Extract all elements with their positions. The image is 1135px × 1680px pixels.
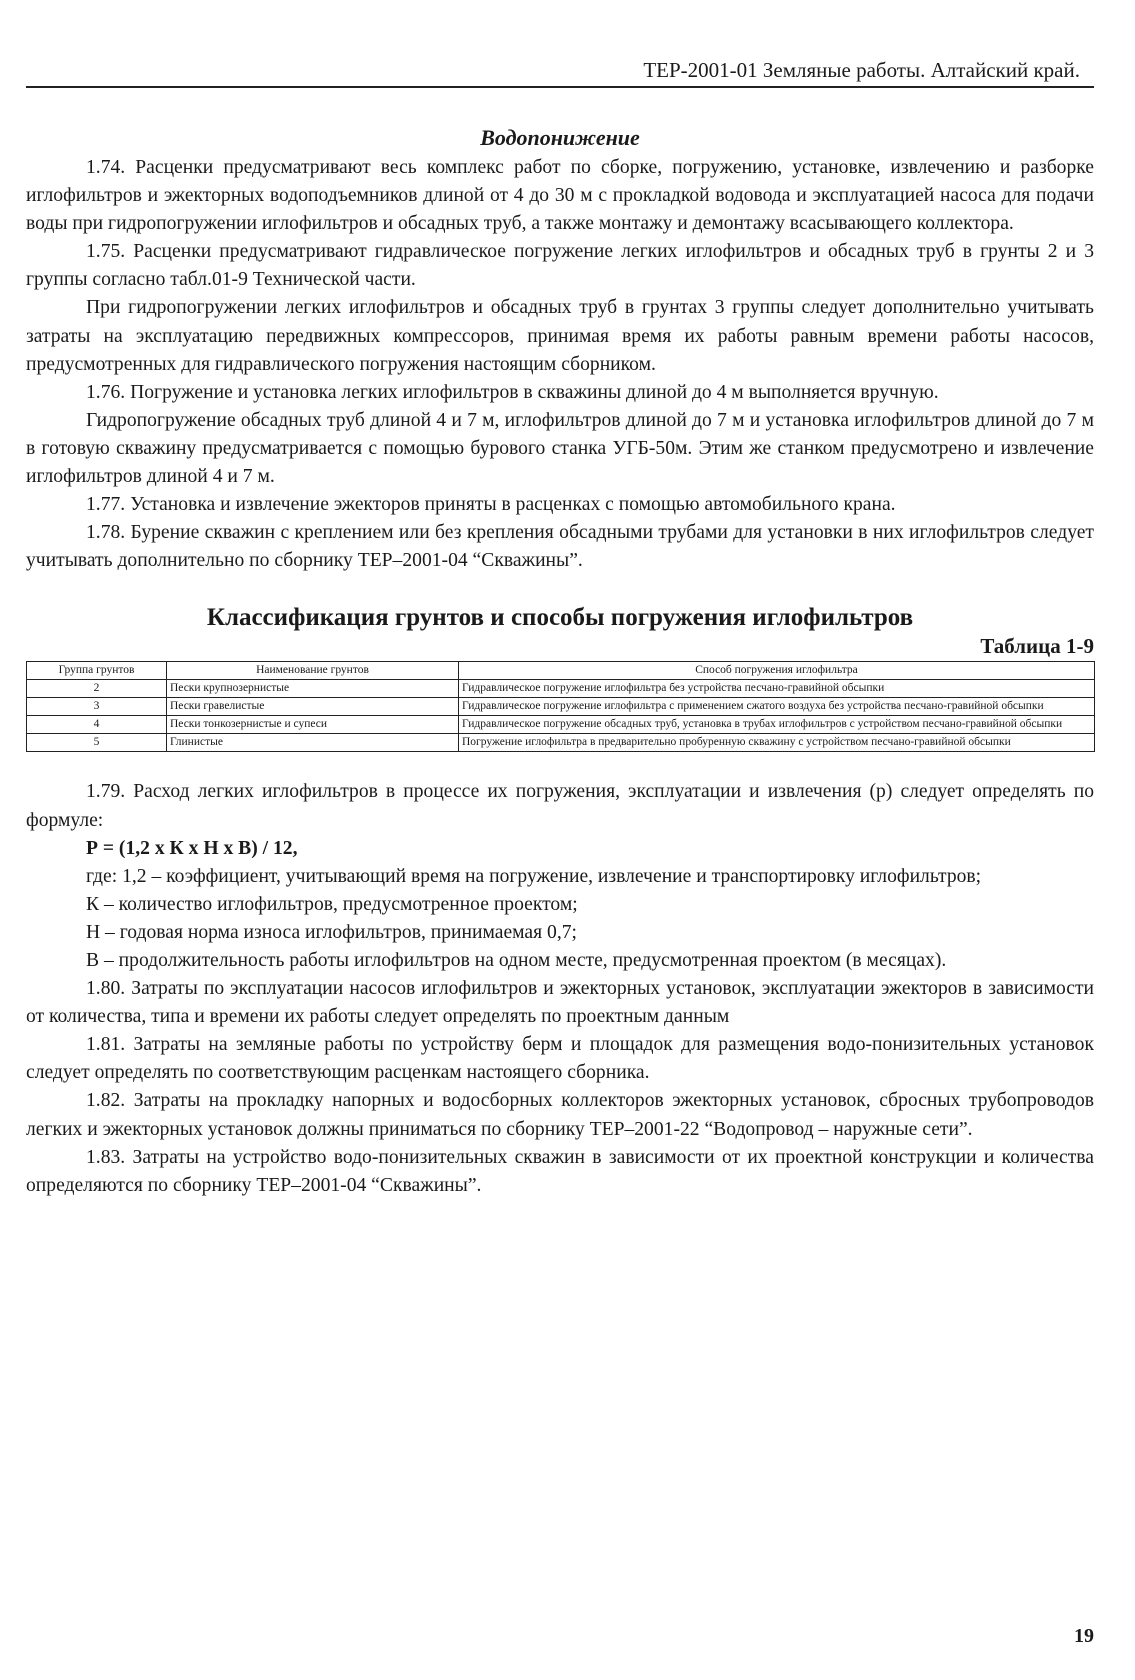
running-header: ТЕР-2001-01 Земляные работы. Алтайский край. [643, 58, 1080, 82]
formula-k: К – количество иглофильтров, предусмотренное проектом; [86, 893, 578, 915]
section-title: Водопонижение [480, 125, 640, 150]
paragraph-1-82: 1.82. Затраты на прокладку напорных и водосборных коллекторов эжекторных установок, сбросных трубопроводов легких и эжекторных установок должны приниматься по сборнику ТЕР–2001-22 “Водопровод – наружные сети”. [26, 1090, 1094, 1140]
header-rule [26, 86, 1094, 88]
cell-name: Пески крупнозернистые [167, 680, 459, 698]
cell-name: Пески тонкозернистые и супеси [167, 716, 459, 734]
table-caption: Таблица 1-9 [980, 634, 1094, 659]
cell-group: 5 [27, 734, 167, 752]
paragraph-1-74: 1.74. Расценки предусматривают весь комплекс работ по сборке, погружению, установке, извлечению и разборке иглофильтров и эжекторных водоподъемников длиной от 4 до 30 м с прокладкой водовода и эксплуатацией насоса для подачи воды при гидропогружении иглофильтров и обсадных труб, а также монтажу и демонтажу всасывающего коллектора. [26, 157, 1094, 235]
formula-b: В – продолжительность работы иглофильтров на одном месте, предусмотренная проектом (в месяцах). [86, 949, 947, 971]
formula-h: Н – годовая норма износа иглофильтров, принимаемая 0,7; [86, 921, 577, 943]
paragraph-1-79: 1.79. Расход легких иглофильтров в процессе их погружения, эксплуатации и извлечения (р) следует определять по формуле: [26, 781, 1094, 831]
cell-group: 2 [27, 680, 167, 698]
column-header-method: Способ погружения иглофильтра [459, 662, 1095, 680]
formula: Р = (1,2 х К х Н х В) / 12, [86, 837, 298, 859]
paragraph-1-81: 1.81. Затраты на земляные работы по устройству берм и площадок для размещения водо-понизительных установок следует определять по соответствующим расценкам настоящего сборника. [26, 1034, 1094, 1084]
paragraph-1-83: 1.83. Затраты на устройство водо-понизительных скважин в зависимости от их проектной конструкции и количества определяются по сборнику ТЕР–2001-04 “Скважины”. [26, 1146, 1094, 1196]
cell-method: Гидравлическое погружение обсадных труб, установка в трубах иглофильтров с устройством песчано-гравийной обсыпки [459, 716, 1095, 734]
table-row [27, 734, 1095, 752]
paragraph-hydro-immersion: Гидропогружение обсадных труб длиной 4 и 7 м, иглофильтров длиной до 7 м и установка иглофильтров длиной до 7 м в готовую скважину предусматривается с помощью бурового станка УГБ-50м. Этим же станком предусмотрено и извлечение иглофильтров длиной 4 и 7 м. [26, 409, 1094, 488]
formula-where: где: 1,2 – коэффициент, учитывающий время на погружение, извлечение и транспортировку иглофильтров; [86, 865, 982, 887]
cell-group: 4 [27, 716, 167, 734]
table-row [27, 680, 1095, 698]
paragraph-compressors: При гидропогружении легких иглофильтров и обсадных труб в грунтах 3 группы следует дополнительно учитывать затраты на эксплуатацию передвижных компрессоров, принимая время их работы равным времени работы насосов, предусмотренных для гидравлического погружения настоящим сборником. [26, 297, 1094, 375]
cell-method: Погружение иглофильтра в предварительно пробуренную скважину с устройством песчано-гравийной обсыпки [459, 734, 1095, 752]
cell-method: Гидравлическое погружение иглофильтра с применением сжатого воздуха без устройства песчано-гравийной обсыпки [459, 698, 1095, 716]
table-header-row [27, 662, 1095, 680]
page-number: 19 [1074, 1625, 1094, 1647]
table-row [27, 698, 1095, 716]
cell-group: 3 [27, 698, 167, 716]
cell-method: Гидравлическое погружение иглофильтра без устройства песчано-гравийной обсыпки [459, 680, 1095, 698]
paragraph-1-76: 1.76. Погружение и установка легких иглофильтров в скважины длиной до 4 м выполняется вручную. [86, 381, 939, 403]
cell-name: Пески гравелистые [167, 698, 459, 716]
column-header-group: Группа грунтов [27, 662, 167, 680]
paragraph-1-75: 1.75. Расценки предусматривают гидравлическое погружение легких иглофильтров и обсадных труб в грунты 2 и 3 группы согласно табл.01-9 Технической части. [26, 241, 1094, 291]
paragraph-1-77: 1.77. Установка и извлечение эжекторов приняты в расценках с помощью автомобильного крана. [86, 494, 896, 516]
column-header-name: Наименование грунтов [167, 662, 459, 680]
cell-name: Глинистые [167, 734, 459, 752]
paragraph-1-78: 1.78. Бурение скважин с креплением или без крепления обсадными трубами для установки в них иглофильтров следует учитывать дополнительно по сборнику ТЕР–2001-04 “Скважины”. [26, 522, 1094, 572]
table-row [27, 716, 1095, 734]
paragraph-1-80: 1.80. Затраты по эксплуатации насосов иглофильтров и эжекторных установок, эксплуатации эжекторов в зависимости от количества, типа и времени их работы следует определять по проектным данным [26, 978, 1094, 1028]
table-title: Классификация грунтов и способы погружения иглофильтров [206, 604, 914, 632]
page-body [26, 122, 1094, 1200]
soil-classification-table [26, 661, 1095, 752]
